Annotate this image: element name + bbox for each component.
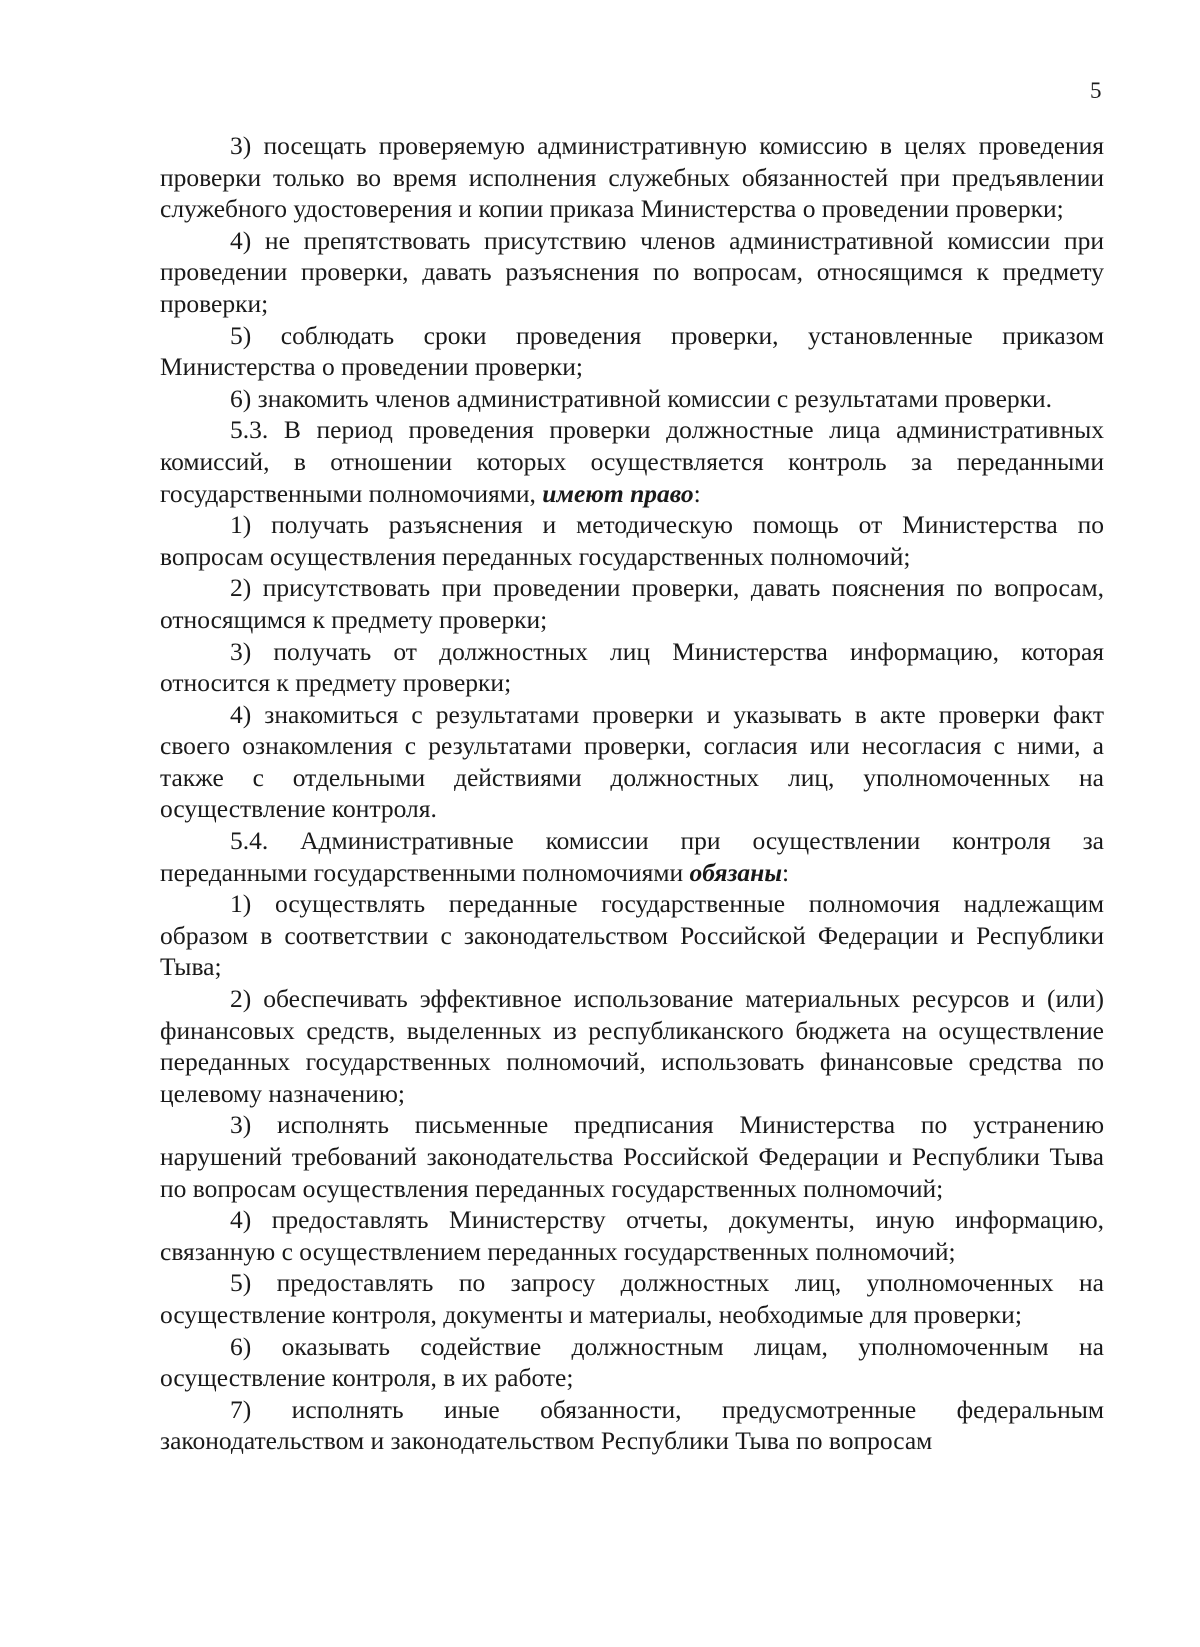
paragraph: 2) обеспечивать эффективное использование материальных ресурсов и (или) финансовых средств, выделенных из республиканского бюджета на осуществление переданных государственных полномочий, использовать финансовые средства по целевому назначению; xyxy=(160,984,1104,1108)
document-body xyxy=(160,130,1104,1457)
paragraph: 4) не препятствовать присутствию членов административной комиссии при проведении проверки, давать разъяснения по вопросам, относящимся к предмету проверки; xyxy=(160,225,1104,318)
paragraph: 6) оказывать содействие должностным лицам, уполномоченным на осуществление контроля, в их работе; xyxy=(160,1331,1104,1393)
paragraph-section-5-3 xyxy=(160,414,1104,509)
paragraph: 4) предоставлять Министерству отчеты, документы, иную информацию, связанную с осуществлением переданных государственных полномочий; xyxy=(160,1205,1104,1266)
emphasis-text: обязаны xyxy=(689,857,783,887)
paragraph: 4) знакомиться с результатами проверки и указывать в акте проверки факт своего ознакомления с результатами проверки, согласия или несогласия с ними, а также с отдельными действиями должностных лиц, уполномоченных на осуществление контроля. xyxy=(160,699,1104,824)
paragraph: 5) предоставлять по запросу должностных лиц, уполномоченных на осуществление контроля, документы и материалы, необходимые для проверки; xyxy=(160,1268,1104,1329)
paragraph: 2) присутствовать при проведении проверки, давать пояснения по вопросам, относящимся к предмету проверки; xyxy=(160,573,1104,634)
paragraph-text: : xyxy=(693,478,701,508)
paragraph: 1) получать разъяснения и методическую помощь от Министерства по вопросам осуществления переданных государственных полномочий; xyxy=(160,510,1104,571)
paragraph: 3) исполнять письменные предписания Министерства по устранению нарушений требований законодательства Российской Федерации и Республики Тыва по вопросам осуществления переданных государственных полномочий; xyxy=(160,1110,1104,1203)
emphasis-text: имеют право xyxy=(542,478,694,508)
page-number: 5 xyxy=(1090,78,1102,103)
paragraph: 3) посещать проверяемую административную комиссию в целях проведения проверки только во время исполнения служебных обязанностей при предъявлении служебного удостоверения и копии приказа Министерства о проведении проверки; xyxy=(160,131,1104,224)
paragraph-section-5-4 xyxy=(160,825,1104,888)
paragraph-text: 5.4. Административные комиссии при осуществлении контроля за переданными государственными полномочиями xyxy=(160,826,1104,887)
paragraph: 7) исполнять иные обязанности, предусмотренные федеральным законодательством и законодательством Республики Тыва по вопросам xyxy=(160,1394,1104,1456)
paragraph-text: : xyxy=(782,857,790,887)
paragraph: 6) знакомить членов административной комиссии с результатами проверки. xyxy=(230,383,1053,413)
paragraph: 3) получать от должностных лиц Министерства информацию, которая относится к предмету проверки; xyxy=(160,636,1104,698)
paragraph: 5) соблюдать сроки проведения проверки, установленные приказом Министерства о проведении проверки; xyxy=(160,320,1104,382)
paragraph: 1) осуществлять переданные государственные полномочия надлежащим образом в соответствии с законодательством Российской Федерации и Республики Тыва; xyxy=(160,889,1104,982)
paragraph-text: 5.3. В период проведения проверки должностные лица административных комиссий, в отношении которых осуществляется контроль за переданными государственными полномочиями, xyxy=(160,415,1104,508)
